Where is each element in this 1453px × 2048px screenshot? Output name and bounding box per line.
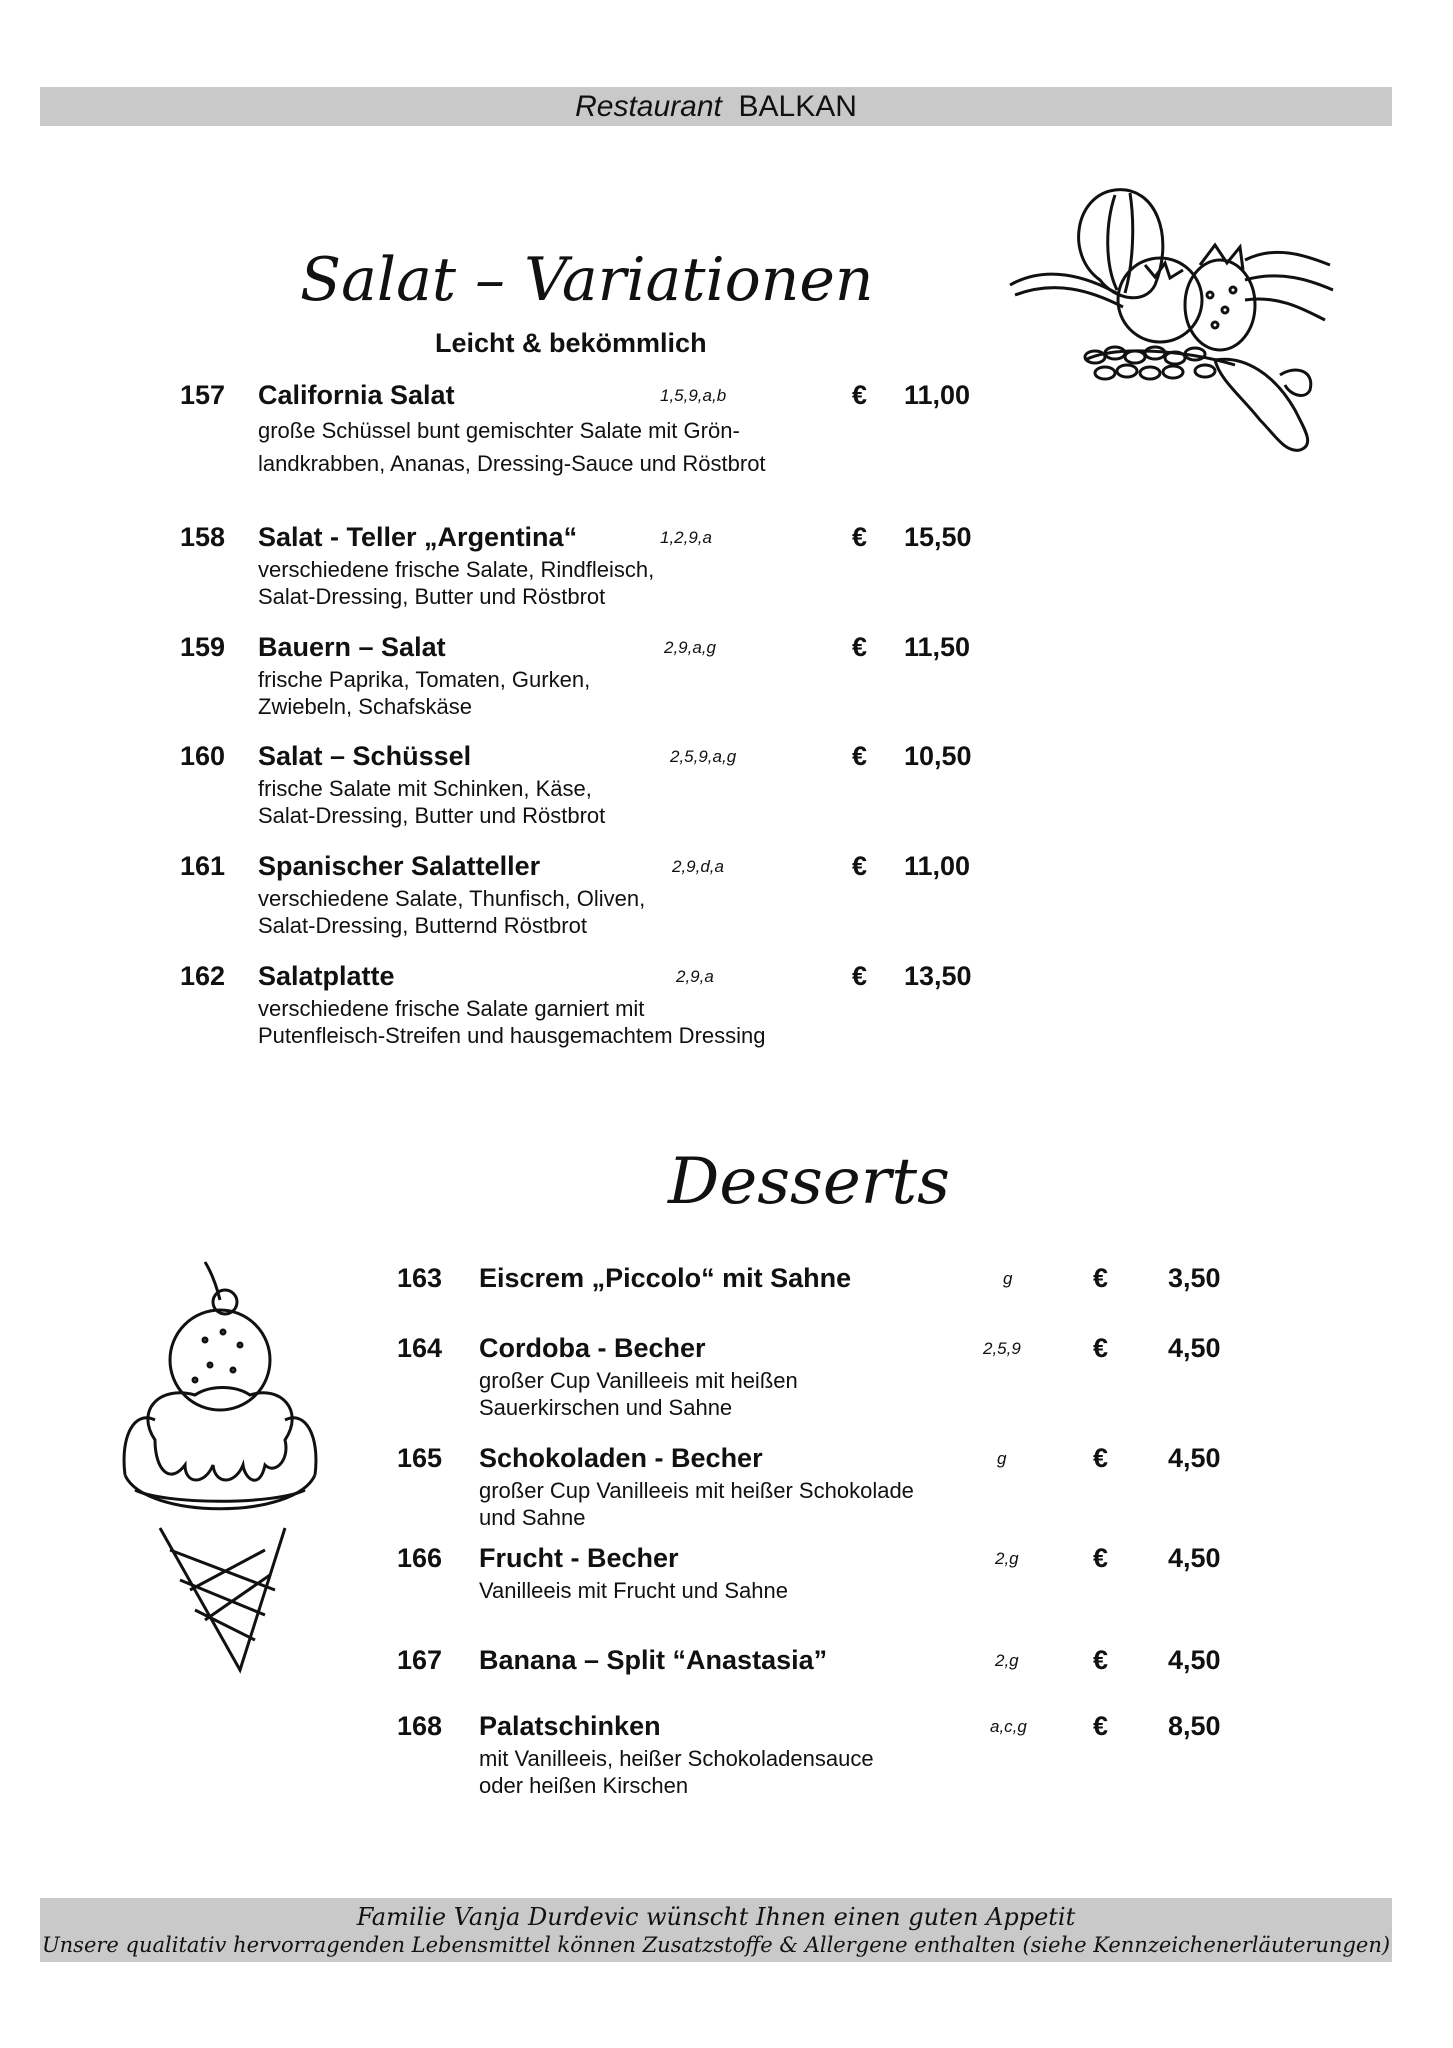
desserts-title: Desserts (668, 1145, 950, 1219)
item-description: großer Cup Vanilleeis mit heißer Schokolade und Sahne (479, 1478, 914, 1530)
item-number: 159 (180, 632, 226, 662)
item-name: Cordoba - Becher (479, 1333, 706, 1363)
item-additives: 1,2,9,a (660, 528, 712, 547)
item-number: 163 (397, 1263, 443, 1293)
footer-banner (40, 1898, 1392, 1962)
currency-symbol: € (852, 741, 868, 771)
item-price: 4,50 (1168, 1645, 1221, 1675)
item-price: 11,00 (904, 380, 971, 410)
banner-restaurant-name: BALKAN (738, 90, 857, 123)
item-price: 11,50 (904, 632, 971, 662)
item-name: Salat – Schüssel (258, 741, 472, 771)
currency-symbol: € (852, 961, 868, 991)
item-number: 158 (180, 522, 226, 552)
item-description: verschiedene frische Salate, Rindfleisch, Salat-Dressing, Butter und Röstbrot (258, 557, 655, 609)
item-additives: 2,9,a (676, 967, 714, 986)
item-price: 8,50 (1168, 1711, 1221, 1741)
item-price: 10,50 (904, 741, 972, 771)
item-name: California Salat (258, 380, 455, 410)
item-name: Eiscrem „Piccolo“ mit Sahne (479, 1263, 852, 1293)
item-name: Schokoladen - Becher (479, 1443, 763, 1473)
item-description: verschiedene Salate, Thunfisch, Oliven, Salat-Dressing, Butternd Röstbrot (258, 886, 646, 938)
salads-title: Salat – Variationen (300, 245, 874, 315)
item-name: Palatschinken (479, 1711, 661, 1741)
item-price: 3,50 (1168, 1263, 1221, 1293)
item-number: 167 (397, 1645, 443, 1675)
item-number: 164 (397, 1333, 443, 1363)
item-description: Vanilleeis mit Frucht und Sahne (479, 1578, 788, 1603)
item-description: frische Salate mit Schinken, Käse, Salat-Dressing, Butter und Röstbrot (258, 776, 606, 828)
ice-cream-cone-illustration (115, 1260, 325, 1680)
item-description: großer Cup Vanilleeis mit heißen Sauerkirschen und Sahne (479, 1368, 798, 1420)
item-name: Bauern – Salat (258, 632, 446, 662)
item-number: 166 (397, 1543, 443, 1573)
item-additives: 2,9,a,g (664, 638, 716, 657)
banner-restaurant-label: Restaurant (575, 90, 722, 123)
currency-symbol: € (1093, 1333, 1109, 1363)
currency-symbol: € (852, 380, 868, 410)
item-number: 161 (180, 851, 226, 881)
item-additives: 2,g (995, 1549, 1019, 1568)
currency-symbol: € (1093, 1543, 1109, 1573)
item-name: Banana – Split “Anastasia” (479, 1645, 828, 1675)
item-additives: 2,5,9 (983, 1339, 1021, 1358)
item-additives: 2,g (995, 1651, 1019, 1670)
item-description: frische Paprika, Tomaten, Gurken, Zwiebeln, Schafskäse (258, 667, 591, 719)
footer-allergen-notice: Unsere qualitativ hervorragenden Lebensmittel können Zusatzstoffe & Allergene enthalten (siehe Kennzeichenerläuterungen) (41, 1933, 1391, 1957)
item-name: Salat - Teller „Argentina“ (258, 522, 578, 552)
item-name: Frucht - Becher (479, 1543, 679, 1573)
item-number: 165 (397, 1443, 443, 1473)
currency-symbol: € (852, 522, 868, 552)
restaurant-banner (40, 87, 1392, 126)
currency-symbol: € (1093, 1711, 1109, 1741)
currency-symbol: € (852, 851, 868, 881)
item-price: 15,50 (904, 522, 972, 552)
item-number: 160 (180, 741, 226, 771)
item-additives: g (1003, 1269, 1013, 1288)
item-price: 4,50 (1168, 1443, 1221, 1473)
footer-greeting: Familie Vanja Durdevic wünscht Ihnen einen guten Appetit (356, 1903, 1076, 1931)
currency-symbol: € (1093, 1443, 1109, 1473)
item-number: 162 (180, 961, 226, 991)
salads-subtitle: Leicht & bekömmlich (435, 328, 707, 358)
item-description: verschiedene frische Salate garniert mit Putenfleisch-Streifen und hausgemachtem Dressing (258, 996, 766, 1048)
currency-symbol: € (852, 632, 868, 662)
item-description: mit Vanilleeis, heißer Schokoladensauce oder heißen Kirschen (479, 1746, 874, 1798)
currency-symbol: € (1093, 1263, 1109, 1293)
item-name: Spanischer Salatteller (258, 851, 541, 881)
item-additives: g (997, 1449, 1007, 1468)
item-additives: 1,5,9,a,b (660, 386, 727, 405)
item-name: Salatplatte (258, 961, 395, 991)
item-description: große Schüssel bunt gemischter Salate mit Grön- landkrabben, Ananas, Dressing-Sauce und Röstbrot (258, 418, 766, 476)
item-price: 4,50 (1168, 1333, 1221, 1363)
item-price: 4,50 (1168, 1543, 1221, 1573)
item-price: 13,50 (904, 961, 972, 991)
item-additives: 2,9,d,a (672, 857, 724, 876)
item-number: 168 (397, 1711, 443, 1741)
item-additives: 2,5,9,a,g (670, 747, 737, 766)
item-price: 11,00 (904, 851, 971, 881)
item-additives: a,c,g (990, 1717, 1027, 1736)
vegetables-illustration (1005, 185, 1335, 455)
currency-symbol: € (1093, 1645, 1109, 1675)
item-number: 157 (180, 380, 226, 410)
